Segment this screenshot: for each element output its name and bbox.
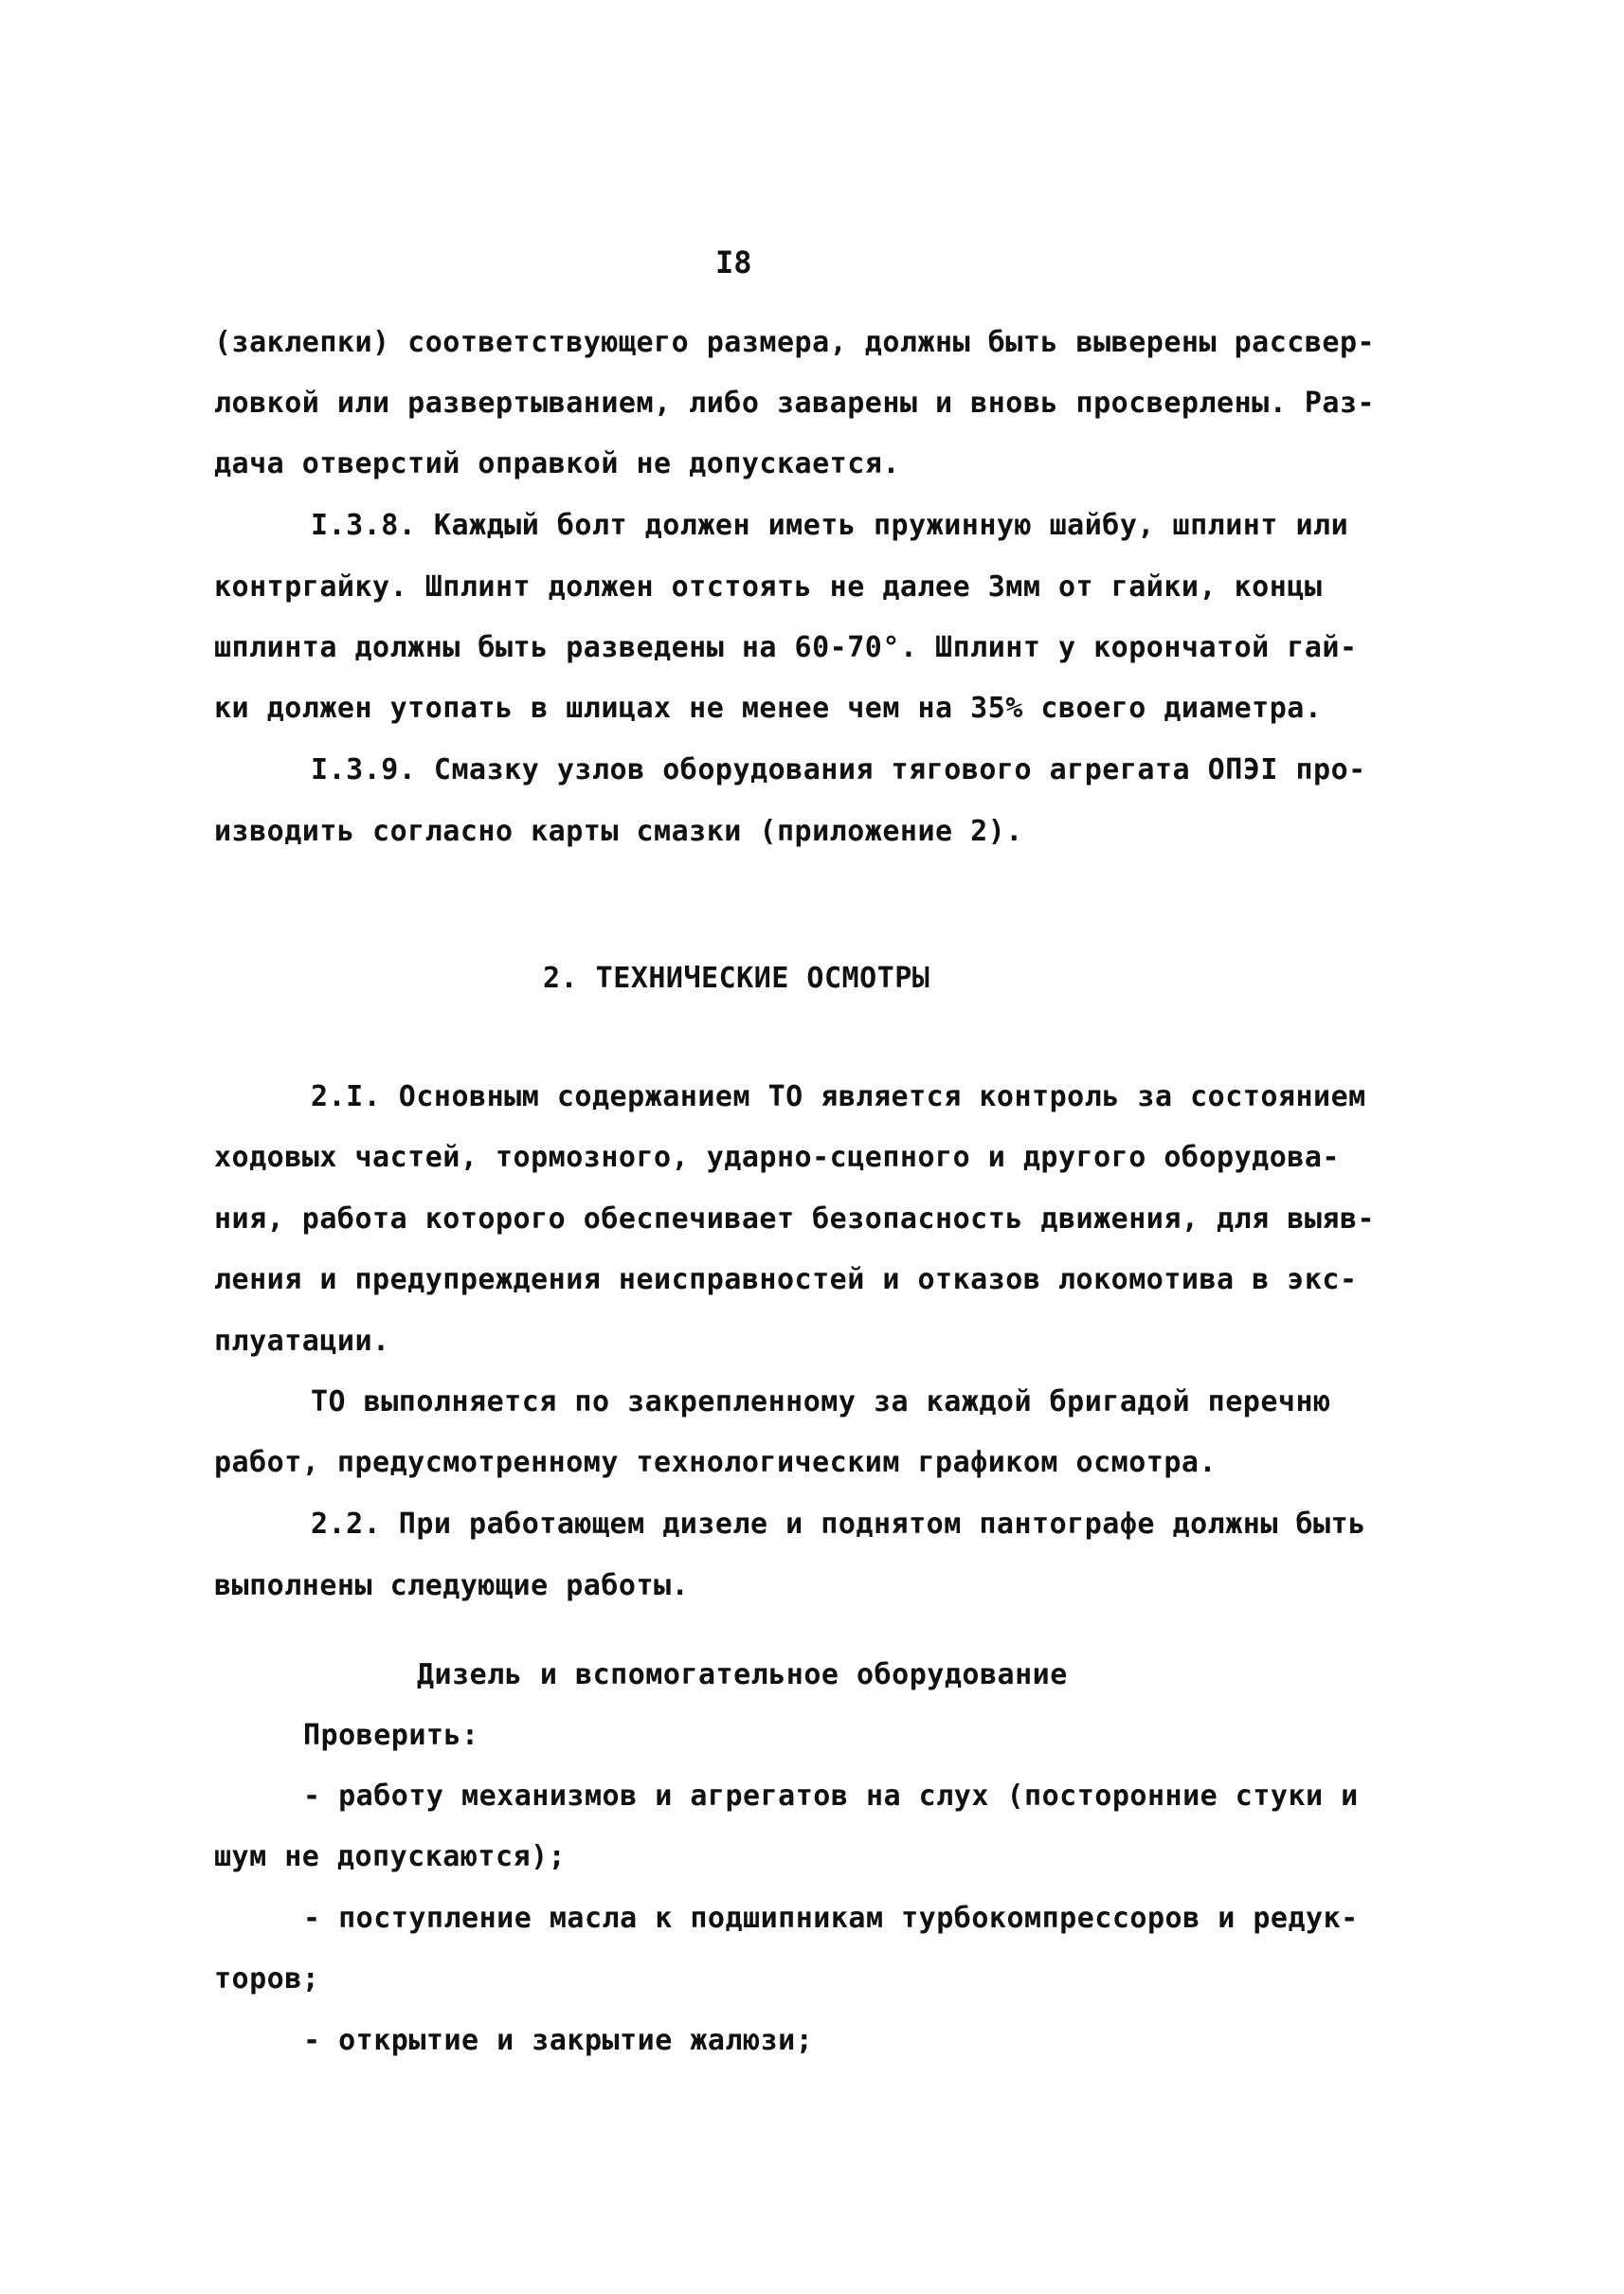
to-paragraph-line: ТО выполняется по закрепленному за каждой бригадой перечню [311,1385,1331,1418]
text-line: дача отверстий оправкой не допускается. [214,447,900,480]
clause-1-3-8-line: I.3.8. Каждый болт должен иметь пружинную шайбу, шплинт или [311,509,1349,542]
to-paragraph-line: работ, предусмотренному технологическим графиком осмотра. [214,1446,1218,1479]
clause-2-1-line: ходовых частей, тормозного, ударно-сцепного и другого оборудова- [214,1141,1340,1174]
clause-1-3-8-line: шплинта должны быть разведены на 60-70°. Шплинт у корончатой гай- [214,631,1358,664]
subheading: Дизель и вспомогательное оборудование [417,1658,1068,1691]
clause-2-1-line: 2.I. Основным содержанием ТО является контроль за состоянием [311,1080,1366,1113]
clause-2-1-line: плуатации. [214,1325,390,1358]
clause-2-1-line: ния, работа которого обеспечивает безопасность движения, для выяв- [214,1202,1376,1236]
check-item-line: торов; [214,1962,320,1996]
check-item-line: - работу механизмов и агрегатов на слух (посторонние стуки и [303,1779,1359,1813]
page-number: I8 [715,244,752,280]
clause-1-3-9-line: изводить согласно карты смазки (приложение 2). [214,815,1023,848]
clause-2-1-line: ления и предупреждения неисправностей и отказов локомотива в экс- [214,1263,1358,1296]
text-line: ловкой или развертыванием, либо заварены и вновь просверлены. Раз- [214,387,1376,420]
section-heading: 2. ТЕХНИЧЕСКИЕ ОСМОТРЫ [543,962,930,995]
clause-1-3-8-line: ки должен утопать в шлицах не менее чем на 35% своего диаметра. [214,692,1323,725]
clause-1-3-8-line: контргайку. Шплинт должен отстоять не далее 3мм от гайки, концы [214,570,1323,604]
check-label: Проверить: [303,1719,479,1752]
check-item-line: - поступление масла к подшипникам турбокомпрессоров и редук- [303,1902,1359,1935]
clause-2-2-line: выполнены следующие работы. [214,1569,690,1602]
check-item-line: - открытие и закрытие жалюзи; [303,2024,814,2057]
check-item-line: шум не допускаются); [214,1840,567,1873]
clause-2-2-line: 2.2. При работающем дизеле и поднятом пантографе должны быть [311,1508,1366,1541]
text-line: (заклепки) соответствующего размера, должны быть выверены рассвер- [214,326,1376,359]
clause-1-3-9-line: I.3.9. Смазку узлов оборудования тягового агрегата ОПЭI про- [311,753,1366,786]
